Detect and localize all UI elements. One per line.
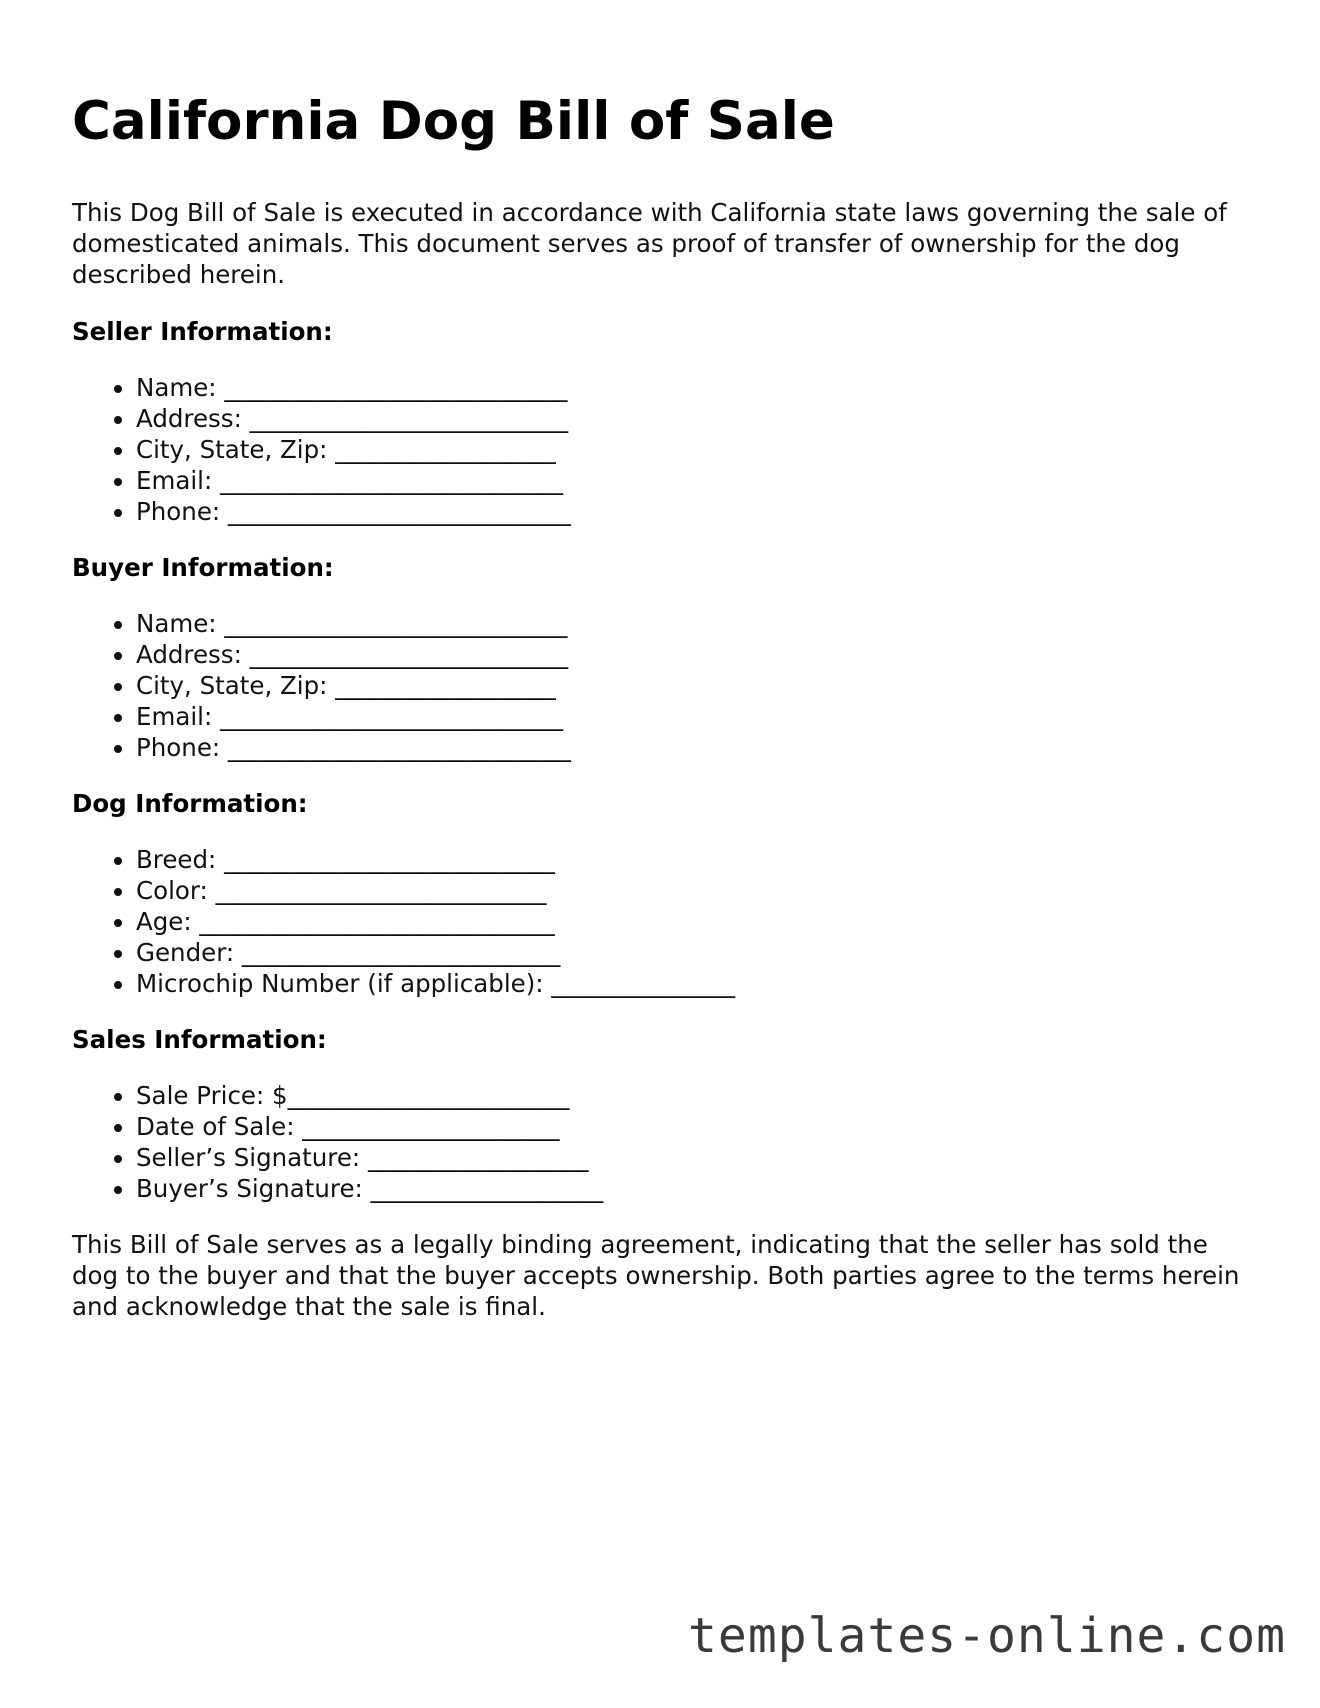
seller-phone-field: • Phone: ____________________________ bbox=[136, 496, 1252, 527]
buyer-signature-field: • Buyer’s Signature: ___________________ bbox=[136, 1173, 1252, 1204]
seller-name-field: • Name: ____________________________ bbox=[136, 372, 1252, 403]
seller-heading: Seller Information: bbox=[72, 317, 333, 346]
document-title: California Dog Bill of Sale bbox=[72, 91, 835, 152]
buyer-list bbox=[72, 608, 1252, 763]
closing-paragraph: This Bill of Sale serves as a legally binding agreement, indicating that the seller has sold the dog to the buyer and that the buyer accepts ownership. Both parties agree to the terms herein and acknowledge that the sale is final. bbox=[72, 1230, 1240, 1321]
dog-heading: Dog Information: bbox=[72, 789, 308, 818]
dog-microchip-field: • Microchip Number (if applicable): _______________ bbox=[136, 968, 1252, 999]
sales-list bbox=[72, 1080, 1252, 1204]
buyer-heading: Buyer Information: bbox=[72, 553, 334, 582]
dog-age-field: • Age: _____________________________ bbox=[136, 906, 1252, 937]
sales-heading: Sales Information: bbox=[72, 1025, 327, 1054]
seller-email-field: • Email: ____________________________ bbox=[136, 465, 1252, 496]
dog-list bbox=[72, 844, 1252, 999]
watermark: templates-online.com bbox=[688, 1608, 1286, 1664]
seller-signature-field: • Seller’s Signature: __________________ bbox=[136, 1142, 1252, 1173]
seller-address-field: • Address: __________________________ bbox=[136, 403, 1252, 434]
buyer-city-state-zip-field: • City, State, Zip: __________________ bbox=[136, 670, 1252, 701]
intro-paragraph: This Dog Bill of Sale is executed in accordance with California state laws governing the sale of domesticated animals. This document serves as proof of transfer of ownership for the dog described herein. bbox=[72, 198, 1227, 289]
dog-breed-field: • Breed: ___________________________ bbox=[136, 844, 1252, 875]
date-of-sale-field: • Date of Sale: _____________________ bbox=[136, 1111, 1252, 1142]
buyer-address-field: • Address: __________________________ bbox=[136, 639, 1252, 670]
dog-gender-field: • Gender: __________________________ bbox=[136, 937, 1252, 968]
buyer-name-field: • Name: ____________________________ bbox=[136, 608, 1252, 639]
seller-list bbox=[72, 372, 1252, 527]
document-page bbox=[72, 88, 1252, 1348]
buyer-phone-field: • Phone: ____________________________ bbox=[136, 732, 1252, 763]
dog-color-field: • Color: ___________________________ bbox=[136, 875, 1252, 906]
buyer-email-field: • Email: ____________________________ bbox=[136, 701, 1252, 732]
seller-city-state-zip-field: • City, State, Zip: __________________ bbox=[136, 434, 1252, 465]
sale-price-field: • Sale Price: $_______________________ bbox=[136, 1080, 1252, 1111]
